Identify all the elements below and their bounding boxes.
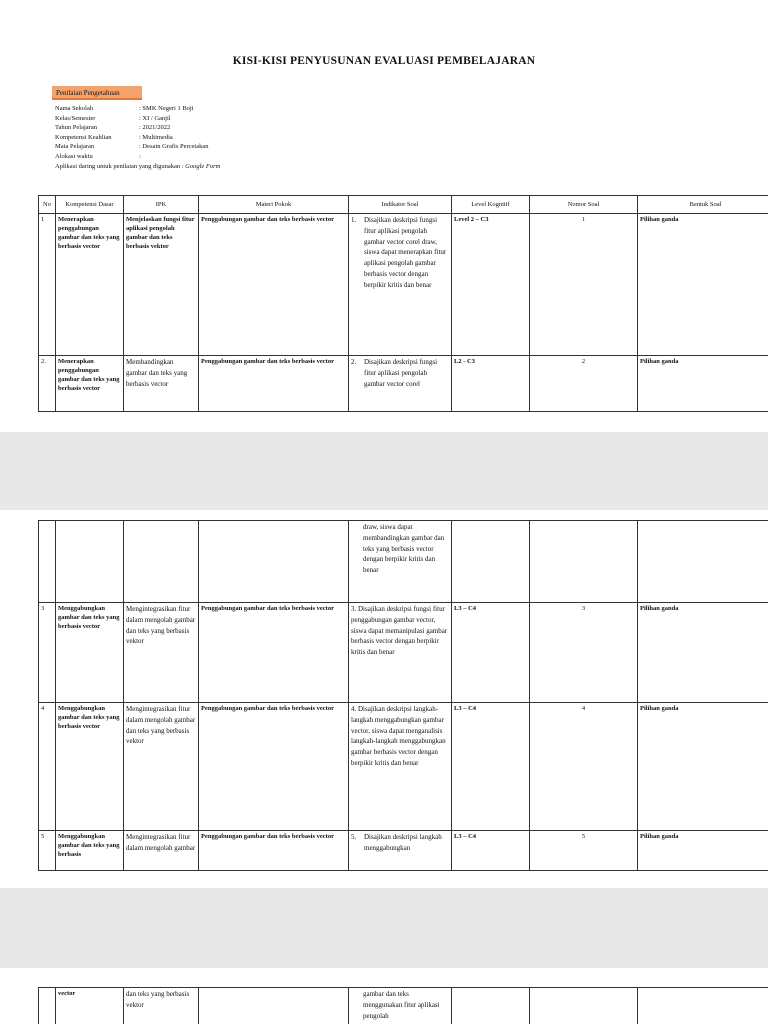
cell-ipk: Mengintegrasikan fitur dalam mengolah gambar dan teks yang berbasis vektor bbox=[124, 603, 199, 703]
cell-kd: Menerapkan penggabungan gambar dan teks yang berbasis vector bbox=[56, 356, 124, 412]
document-page-1 bbox=[0, 0, 768, 432]
app-value: Google Form bbox=[185, 162, 221, 170]
cell-ipk: dan teks yang berbasis vektor bbox=[124, 988, 199, 1024]
info-value: : Desain Grafis Percetakan bbox=[139, 143, 209, 151]
cell-materi: Penggabungan gambar dan teks berbasis vector bbox=[199, 831, 349, 871]
cell-kd: Menggabungkan gambar dan teks yang berbasis vector bbox=[56, 703, 124, 831]
indicator-text: Disajikan deskripsi langkah menggabungkan bbox=[364, 833, 442, 852]
cell-nomor: 2 bbox=[530, 356, 638, 412]
cell-nomor: 5 bbox=[530, 831, 638, 871]
cell-level bbox=[452, 988, 530, 1024]
cell-ipk: Mengintegrasikan fitur dalam mengolah gambar dan teks yang berbasis vektor bbox=[124, 703, 199, 831]
info-row bbox=[55, 114, 220, 124]
info-value: : XI / Ganjil bbox=[139, 114, 171, 122]
info-value: : 2021/2022 bbox=[139, 124, 171, 132]
info-row bbox=[55, 123, 220, 133]
cell-level: Level 2 – C3 bbox=[452, 214, 530, 356]
header-cell: Bentuk Soal bbox=[638, 196, 768, 214]
cell-bentuk bbox=[638, 521, 768, 603]
app-label: Aplikasi daring untuk penilaian yang digunakan : bbox=[55, 162, 184, 170]
cell-no: 3 bbox=[39, 603, 56, 703]
indicator-text: Disajikan deskripsi fungsi fitur aplikasi pengolah gambar vector corel bbox=[364, 358, 438, 388]
cell-kd: Menggabungkan gambar dan teks yang berbasis vector bbox=[56, 603, 124, 703]
table-row bbox=[39, 214, 768, 356]
info-row bbox=[55, 152, 220, 162]
info-key: Kelas/Semester bbox=[55, 114, 96, 122]
cell-materi: Penggabungan gambar dan teks berbasis vector bbox=[199, 603, 349, 703]
indicator-text: Disajikan deskripsi fungsi fitur aplikasi pengolah gambar vector corel draw, siswa dapat menerapkan fitur aplikasi pengolah gambar berbasis vector dengan berpikir kritis dan benar bbox=[364, 216, 447, 289]
cell-indikator bbox=[349, 831, 452, 871]
info-key: Nama Sekolah bbox=[55, 105, 94, 112]
info-value: : SMK Negeri 1 Boji bbox=[139, 105, 194, 112]
document-page-2 bbox=[0, 510, 768, 888]
info-row bbox=[55, 104, 220, 114]
cell-materi: Penggabungan gambar dan teks berbasis vector bbox=[199, 356, 349, 412]
cell-kd: vector bbox=[56, 988, 124, 1024]
kisi-table-page-2 bbox=[38, 520, 768, 871]
cell-bentuk: Pilihan ganda bbox=[638, 831, 768, 871]
header-cell: IPK bbox=[124, 196, 199, 214]
cell-materi bbox=[199, 521, 349, 603]
cell-level: L3 – C4 bbox=[452, 703, 530, 831]
indicator-number: 5. bbox=[351, 833, 357, 841]
table-row bbox=[39, 603, 768, 703]
header-cell: Kompetensi Dasar bbox=[56, 196, 124, 214]
cell-indikator: 4. Disajikan deskripsi langkah-langkah menggabungkan gambar vector, siswa dapat menganalisis langkah-langkah menggabungkan gambar berbasis vector dengan berpikir kritis dan benar bbox=[349, 703, 452, 831]
info-row bbox=[55, 133, 220, 143]
header-cell: Nomor Soal bbox=[530, 196, 638, 214]
info-key: Mata Pelajaran bbox=[55, 143, 95, 151]
document-page-3 bbox=[0, 968, 768, 1024]
assessment-badge: Penilaian Pengetahuan bbox=[52, 86, 142, 100]
cell-bentuk bbox=[638, 988, 768, 1024]
cell-kd bbox=[56, 521, 124, 603]
info-value: : Multimedia bbox=[139, 133, 173, 141]
header-cell: Materi Pokok bbox=[199, 196, 349, 214]
cell-level: L3 – C4 bbox=[452, 603, 530, 703]
header-cell: Level Kognitif bbox=[452, 196, 530, 214]
cell-materi: Penggabungan gambar dan teks berbasis vector bbox=[199, 703, 349, 831]
table-row-continuation bbox=[39, 521, 768, 603]
info-key: Tahun Pelajaran bbox=[55, 124, 97, 132]
cell-level bbox=[452, 521, 530, 603]
cell-level: L3 – C4 bbox=[452, 831, 530, 871]
cell-ipk: Membandingkan gambar dan teks yang berbasis vector bbox=[124, 356, 199, 412]
table-header-row bbox=[39, 196, 768, 214]
cell-no: 4 bbox=[39, 703, 56, 831]
cell-nomor bbox=[530, 521, 638, 603]
cell-nomor: 3 bbox=[530, 603, 638, 703]
cell-nomor: 1 bbox=[530, 214, 638, 356]
cell-indikator: draw, siswa dapat membandingkan gambar dan teks yang berbasis vector dengan berpikir kritis dan benar bbox=[349, 521, 452, 603]
cell-kd: Menggabungkan gambar dan teks yang berbasis bbox=[56, 831, 124, 871]
cell-kd: Menerapkan penggabungan gambar dan teks yang berbasis vector bbox=[56, 214, 124, 356]
header-cell: Indikator Soal bbox=[349, 196, 452, 214]
cell-indikator: gambar dan teks menggunakan fitur aplikasi pengolah bbox=[349, 988, 452, 1024]
cell-bentuk: Pilihan ganda bbox=[638, 703, 768, 831]
table-row bbox=[39, 703, 768, 831]
kisi-table-page-3 bbox=[38, 987, 768, 1024]
info-value: : bbox=[139, 152, 141, 160]
app-info bbox=[55, 162, 220, 172]
table-row bbox=[39, 356, 768, 412]
cell-no: 2. bbox=[39, 356, 56, 412]
cell-no: 5 bbox=[39, 831, 56, 871]
cell-no: 1 bbox=[39, 214, 56, 356]
cell-bentuk: Pilihan ganda bbox=[638, 603, 768, 703]
cell-no bbox=[39, 988, 56, 1024]
cell-ipk: Menjelaskan fungsi fitur aplikasi pengolah gambar dan teks berbasis vektor bbox=[124, 214, 199, 356]
indicator-number: 2. bbox=[351, 358, 357, 366]
cell-materi: Penggabungan gambar dan teks berbasis vector bbox=[199, 214, 349, 356]
cell-indikator: 3. Disajikan deskripsi fungsi fitur penggabungan gambar vector, siswa dapat memanipulasi gambar berbasis vector dengan berpikir kritis dan benar bbox=[349, 603, 452, 703]
table-row-continuation bbox=[39, 988, 768, 1024]
cell-bentuk: Pilihan ganda bbox=[638, 356, 768, 412]
table-row bbox=[39, 831, 768, 871]
cell-bentuk: Pilihan ganda bbox=[638, 214, 768, 356]
cell-nomor bbox=[530, 988, 638, 1024]
header-cell: No bbox=[39, 196, 56, 214]
kisi-table-page-1 bbox=[38, 195, 768, 412]
cell-indikator bbox=[349, 214, 452, 356]
cell-materi bbox=[199, 988, 349, 1024]
cell-indikator bbox=[349, 356, 452, 412]
school-info bbox=[55, 104, 220, 171]
cell-ipk bbox=[124, 521, 199, 603]
document-title: KISI-KISI PENYUSUNAN EVALUASI PEMBELAJARAN bbox=[232, 55, 536, 67]
info-key: Kompetensi Keahlian bbox=[55, 133, 112, 141]
cell-ipk: Mengintegrasikan fitur dalam mengolah gambar bbox=[124, 831, 199, 871]
cell-no bbox=[39, 521, 56, 603]
info-key: Alokasi waktu bbox=[55, 152, 93, 160]
cell-nomor: 4 bbox=[530, 703, 638, 831]
info-row bbox=[55, 142, 220, 152]
cell-level: L2 - C3 bbox=[452, 356, 530, 412]
indicator-number: 1. bbox=[351, 216, 357, 224]
